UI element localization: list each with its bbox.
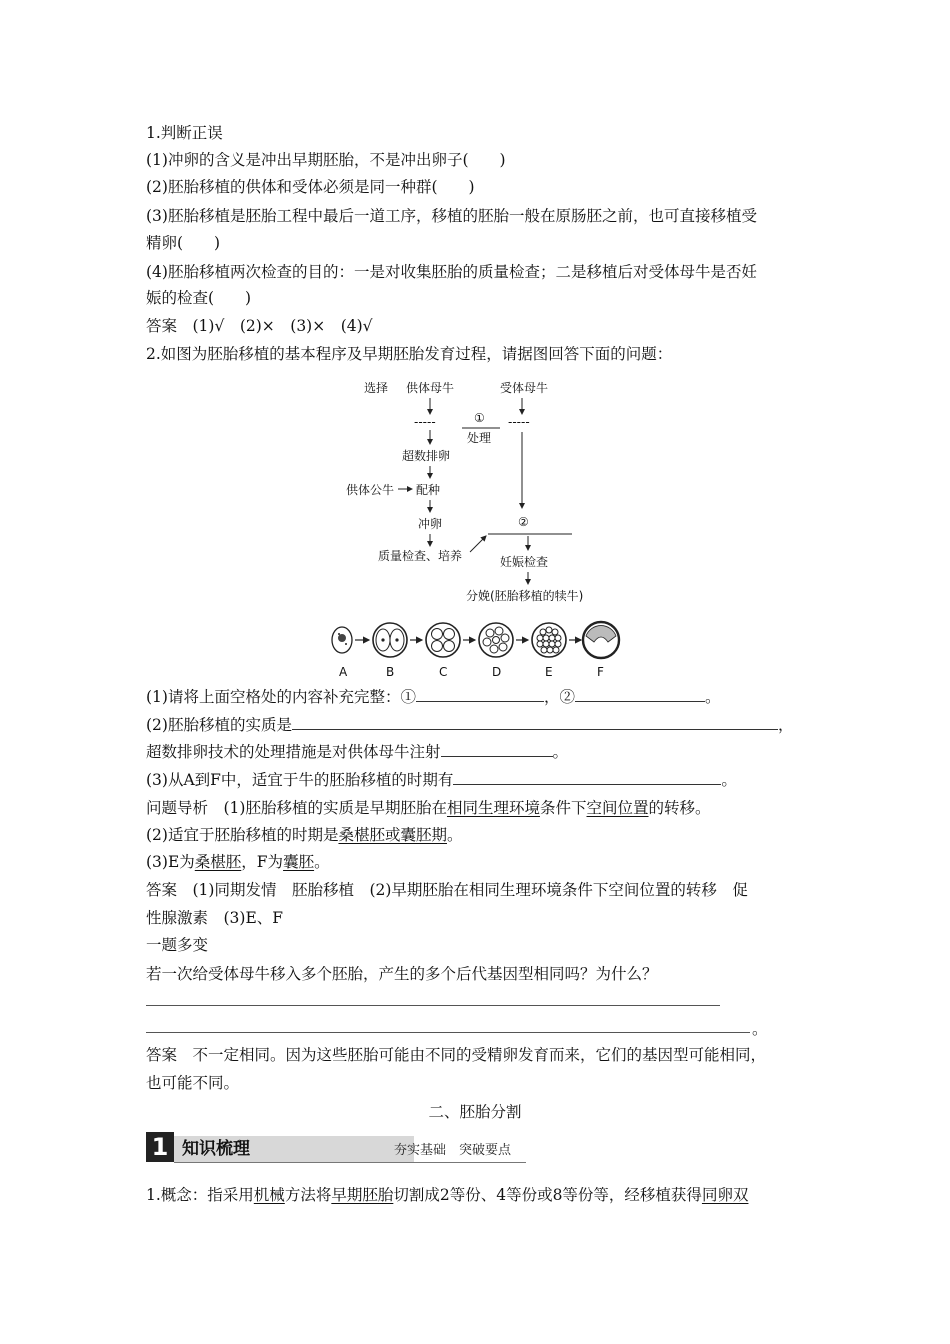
label-pregnancy: 妊娠检查 (500, 555, 549, 569)
q2-answer-line-2: 性腺激素 (3)E、F (146, 909, 284, 927)
label-donor-bull: 供体公牛 (346, 483, 395, 497)
label-treat: 处理 (467, 431, 492, 445)
label-circle-1: ① (474, 411, 485, 425)
q2-sub3: (3)从A到F中，适宜于牛的胚胎移植的时期有 。 (146, 771, 737, 789)
banner-subtitle: 夯实基础 突破要点 (394, 1143, 512, 1158)
q2-sub2a: (2)胚胎移植的实质是 ， (146, 716, 794, 734)
q1-item-2: (2)胚胎移植的供体和受体必须是同一种群( ) (146, 178, 475, 196)
section-heading: 二、胚胎分割 (428, 1103, 522, 1121)
stage-label-c: C (439, 665, 448, 679)
stage-label-d: D (492, 665, 502, 679)
variant-end-mark: 。 (752, 1020, 768, 1038)
q1-item-4-cont: 娠的检查( ) (146, 289, 252, 307)
blank-dashes-right: ----- (508, 415, 530, 429)
q1-title: 1.判断正误 (146, 124, 223, 142)
stage-label-f: F (597, 665, 604, 679)
variant-answer-line-2: 也可能不同。 (146, 1074, 240, 1092)
label-superovulation: 超数排卵 (402, 449, 451, 463)
answer-line-1[interactable] (146, 1005, 720, 1006)
answer-blank-3[interactable] (292, 714, 778, 730)
stage-label-e: E (545, 665, 553, 679)
analysis-line-3: (3)E为桑椹胚，F为囊胚。 (146, 853, 330, 871)
stage-label-b: B (386, 665, 395, 679)
label-flush: 冲卵 (418, 517, 443, 531)
q1-item-4: (4)胚胎移植两次检查的目的：一是对收集胚胎的质量检查；二是移植后对受体母牛是否妊 (146, 263, 757, 281)
answer-blank-2[interactable] (575, 686, 705, 702)
label-birth: 分娩(胚胎移植的犊牛) (466, 589, 584, 603)
variant-question: 若一次给受体母牛移入多个胚胎，产生的多个后代基因型相同吗？为什么？ (146, 965, 658, 983)
variant-title: 一题多变 (146, 936, 209, 954)
stage-label-a: A (339, 665, 348, 679)
q2-sub1: (1)请将上面空格处的内容补充完整：① ，② 。 (146, 688, 721, 706)
label-recipient-cow: 受体母牛 (500, 381, 549, 395)
variant-answer-line-1: 答案 不一定相同。因为这些胚胎可能由不同的受精卵发育而来，它们的基因型可能相同， (146, 1046, 767, 1064)
analysis-line-1: 问题导析 (1)胚胎移植的实质是早期胚胎在相同生理环境条件下空间位置的转移。 (146, 799, 711, 817)
label-mating: 配种 (416, 483, 441, 497)
answer-blank-5[interactable] (453, 769, 721, 785)
q2-title: 2.如图为胚胎移植的基本程序及早期胚胎发育过程，请据图回答下面的问题： (146, 345, 673, 363)
blank-dashes-left: ----- (414, 415, 436, 429)
concept-line: 1.概念：指采用机械方法将早期胚胎切割成2等份、4等份或8等份等，经移植获得同卵双 (146, 1186, 749, 1204)
label-select: 选择 (364, 381, 389, 395)
stage-d-eight-cell (479, 623, 513, 657)
stage-b-two-cell (373, 623, 407, 657)
banner-title: 知识梳理 (182, 1139, 250, 1159)
stage-c-four-cell (426, 623, 460, 657)
q1-item-1: (1)冲卵的含义是冲出早期胚胎，不是冲出卵子( ) (146, 151, 506, 169)
label-donor-cow: 供体母牛 (406, 381, 455, 395)
answer-blank-1[interactable] (416, 686, 544, 702)
q1-item-3-cont: 精卵( ) (146, 234, 221, 252)
embryo-transfer-diagram (320, 370, 650, 680)
q1-answer: 答案 (1)√ (2)× (3)× (4)√ (146, 317, 373, 335)
label-circle-2: ② (518, 515, 529, 529)
stage-a-zygote (332, 627, 352, 653)
banner-rule (174, 1162, 526, 1163)
stage-e-morula (532, 623, 566, 657)
analysis-line-2: (2)适宜于胚胎移植的时期是桑椹胚或囊胚期。 (146, 826, 463, 844)
answer-blank-4[interactable] (441, 741, 553, 757)
q1-item-3: (3)胚胎移植是胚胎工程中最后一道工序，移植的胚胎一般在原肠胚之前，也可直接移植受 (146, 207, 757, 225)
answer-line-2[interactable] (146, 1032, 750, 1033)
knowledge-banner (146, 1132, 526, 1166)
q2-sub2b: 超数排卵技术的处理措施是对供体母牛注射 。 (146, 743, 569, 761)
label-quality: 质量检查、培养 (378, 549, 463, 563)
banner-number: 1 (146, 1132, 174, 1162)
q2-answer-line-1: 答案 (1)同期发情 胚胎移植 (2)早期胚胎在相同生理环境条件下空间位置的转移 促 (146, 881, 748, 899)
stage-f-blastocyst (583, 622, 619, 658)
